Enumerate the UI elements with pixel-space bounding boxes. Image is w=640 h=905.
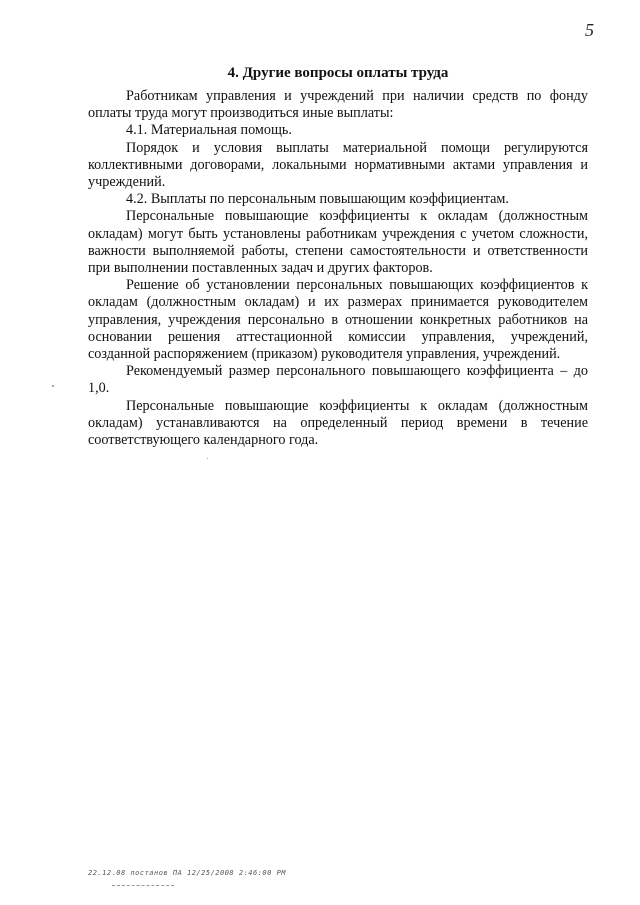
page-number: 5 xyxy=(585,20,594,40)
paragraph: Порядок и условия выплаты материальной помощи регулируются коллективными договорами, локальными нормативными актами управления и учреждений. xyxy=(88,139,588,191)
paragraph: Персональные повышающие коэффициенты к окладам (должностным окладам) могут быть установлены работникам учреждения с учетом сложности, важности выполняемой работы, степени самостоятельности и ответственности при выполнении поставленных задач и других факторов. xyxy=(88,208,588,277)
section-title: 4. Другие вопросы оплаты труда xyxy=(227,65,449,81)
paragraph: 4.1. Материальная помощь. xyxy=(126,122,292,139)
scan-speck xyxy=(52,385,54,387)
paragraph: 4.2. Выплаты по персональным повышающим коэффициентам. xyxy=(126,191,509,208)
paragraph: Работникам управления и учреждений при наличии средств по фонду оплаты труда могут производиться иные выплаты: xyxy=(88,88,588,122)
footer-rule xyxy=(112,885,174,886)
footer-stamp: 22.12.08 постанов ПА 12/25/2008 2:46:00 PM xyxy=(88,869,287,877)
scan-speck xyxy=(207,458,208,459)
document-body xyxy=(88,64,588,449)
paragraph: Рекомендуемый размер персонального повышающего коэффициента – до 1,0. xyxy=(88,363,588,397)
paragraph: Персональные повышающие коэффициенты к окладам (должностным окладам) устанавливаются на определенный период времени в течение соответствующего календарного года. xyxy=(88,397,588,449)
paragraph: Решение об установлении персональных повышающих коэффициентов к окладам (должностным окладам) и их размерах принимается руководителем управления, учреждения персонально в отношении конкретных работников на основании решения аттестационной комиссии управления, учреждений, созданной распоряжением (приказом) руководителя управления, учреждений. xyxy=(88,277,588,363)
